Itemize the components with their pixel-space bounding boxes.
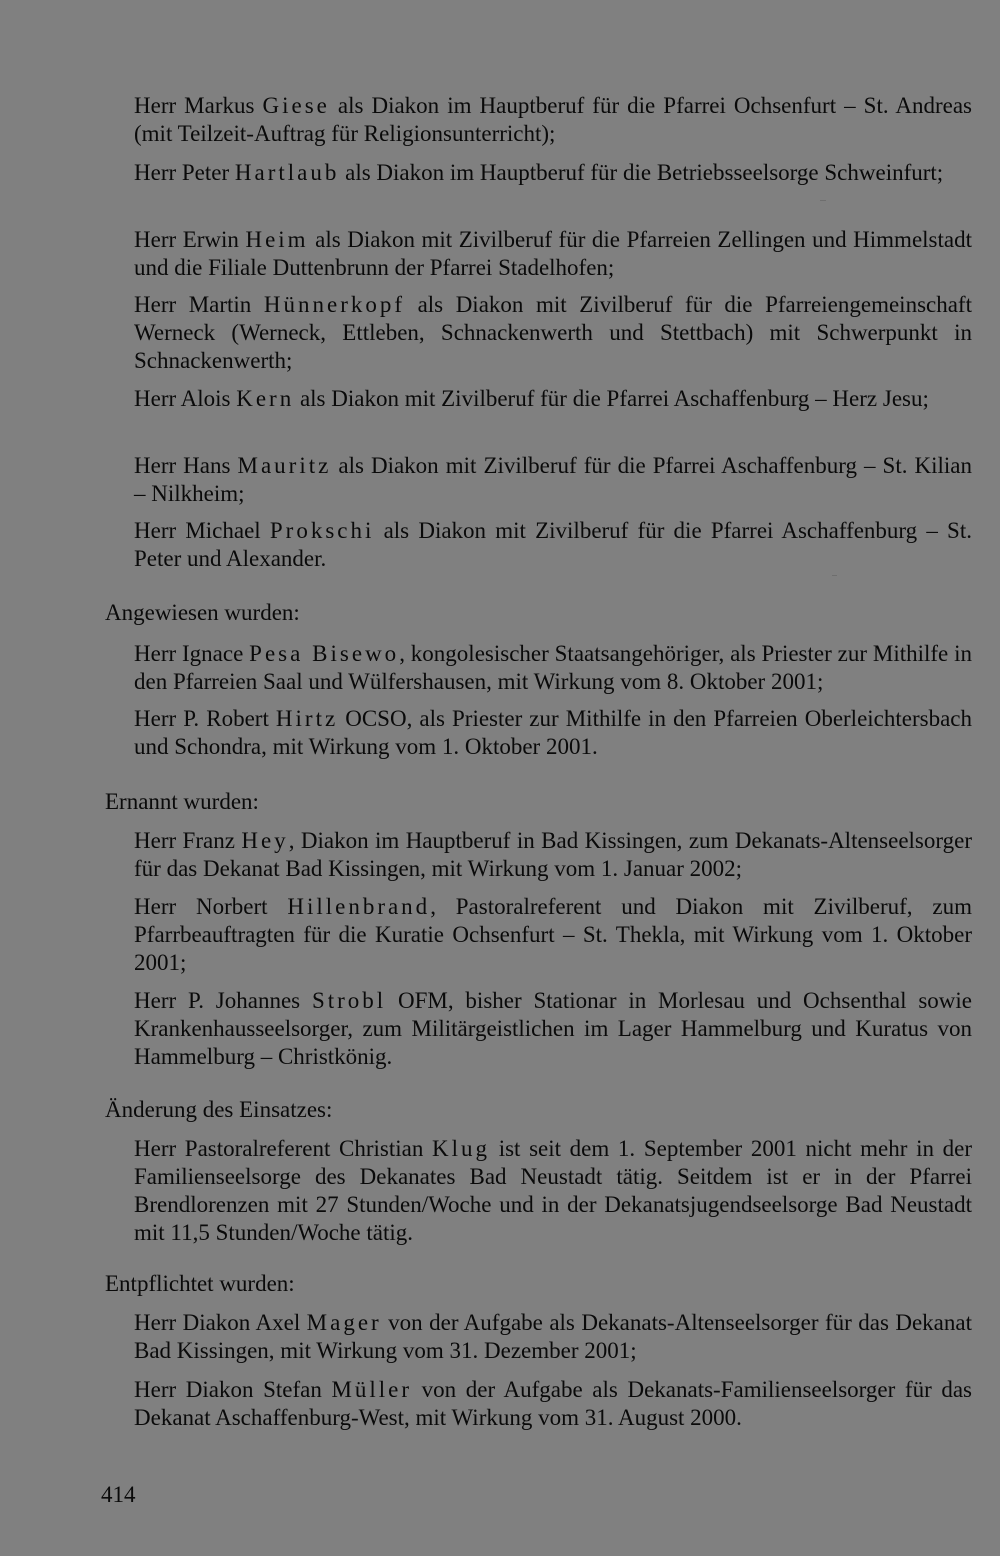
entry-heim	[134, 226, 972, 282]
entry-giese	[134, 92, 972, 148]
entry-mueller	[134, 1376, 972, 1432]
entry-prefix: Herr Hans	[134, 453, 238, 478]
entry-name: Hillenbrand	[287, 894, 431, 919]
entry-prefix: Herr Peter	[134, 160, 235, 185]
entry-hirtz	[134, 705, 972, 761]
entry-name: Pesa Bisewo	[249, 641, 400, 666]
entry-text: , Pastoralreferent und Diakon mit Zivilberuf, zum Pfarrbeauftragten für die Kuratie Ochsenfurt – St. Thekla, mit Wirkung vom 1. Oktober 2001;	[134, 894, 972, 975]
section-heading-angewiesen: Angewiesen wurden:	[105, 600, 300, 625]
entry-prefix: Herr Alois	[134, 386, 237, 411]
entry-prefix: Herr P. Johannes	[134, 988, 312, 1013]
entry-name: Mager	[306, 1310, 382, 1335]
entry-huennerkopf	[134, 291, 972, 375]
entry-prefix: Herr Michael	[134, 518, 270, 543]
entry-name: Hünnerkopf	[263, 292, 406, 317]
entry-name: Strobl	[311, 988, 387, 1013]
entry-text: ist seit dem 1. September 2001 nicht mehr in der Familienseelsorge des Dekanates Bad Neustadt tätig. Seitdem ist er in der Pfarrei Brendlorenzen mit 27 Stunden/Woche und in der Dekanatsjugendseelsorge Bad Neustadt mit 11,5 Stunden/Woche tätig.	[134, 1136, 972, 1245]
entry-klug	[134, 1135, 972, 1247]
entry-pesa-bisewo	[134, 640, 972, 696]
entry-name: Kern	[236, 386, 295, 411]
entry-prefix: Herr Markus	[134, 93, 263, 118]
entry-text: als Diakon im Hauptberuf für die Pfarrei Ochsenfurt – St. Andreas (mit Teilzeit-Auftrag für Religionsunterricht);	[134, 93, 972, 146]
entry-prefix: Herr Martin	[134, 292, 264, 317]
section-heading-entpflichtet: Entpflichtet wurden:	[105, 1271, 295, 1296]
entry-prefix: Herr Diakon Stefan	[134, 1377, 332, 1402]
entry-name: Prokschi	[269, 518, 375, 543]
entry-name: Müller	[331, 1377, 413, 1402]
entry-text: als Diakon im Hauptberuf für die Betriebsseelsorge Schweinfurt;	[339, 160, 944, 185]
entry-mager	[134, 1309, 972, 1365]
entry-prefix: Herr Erwin	[134, 227, 246, 252]
entry-text: , Diakon im Hauptberuf in Bad Kissingen, zum Dekanats-Altenseelsorger für das Dekanat Bad Kissingen, mit Wirkung vom 1. Januar 2002;	[134, 828, 972, 881]
entry-text: , kongolesischer Staatsangehöriger, als Priester zur Mithilfe in den Pfarreien Saal und Wülfershausen, mit Wirkung vom 8. Oktober 2001;	[134, 641, 972, 694]
entry-name: Hey	[241, 828, 289, 853]
entry-hartlaub	[134, 159, 972, 187]
entry-prefix: Herr Ignace	[134, 641, 250, 666]
entry-name: Heim	[245, 227, 309, 252]
entry-text: als Diakon mit Zivilberuf für die Pfarrei Aschaffenburg – St. Kilian – Nilkheim;	[134, 453, 973, 506]
entry-prefix: Herr Norbert	[134, 894, 288, 919]
entry-name: Klug	[432, 1136, 491, 1161]
entry-prefix: Herr P. Robert	[134, 706, 276, 731]
entry-text: von der Aufgabe als Dekanats-Familienseelsorger für das Dekanat Aschaffenburg-West, mit Wirkung vom 31. August 2000.	[134, 1377, 972, 1430]
entry-mauritz	[134, 452, 972, 508]
entry-text: OFM, bisher Stationar in Morlesau und Ochsenthal sowie Krankenhausseelsorger, zum Militärgeistlichen im Lager Hammelburg und Kuratus von Hammelburg – Christkönig.	[134, 988, 973, 1069]
entry-text: als Diakon mit Zivilberuf für die Pfarreiengemeinschaft Werneck (Werneck, Ettleben, Schnackenwerth und Stettbach) mit Schwerpunkt in Schnackenwerth;	[134, 292, 972, 373]
entry-name: Mauritz	[237, 453, 332, 478]
entry-hillenbrand	[134, 893, 972, 977]
section-heading-ernannt: Ernannt wurden:	[105, 789, 259, 814]
entry-prefix: Herr Franz	[134, 828, 242, 853]
entry-text: OCSO, als Priester zur Mithilfe in den Pfarreien Oberleichtersbach und Schondra, mit Wirkung vom 1. Oktober 2001.	[134, 706, 973, 759]
entry-text: als Diakon mit Zivilberuf für die Pfarreien Zellingen und Himmelstadt und die Filiale Duttenbrunn der Pfarrei Stadelhofen;	[134, 227, 972, 280]
entry-prefix: Herr Pastoralreferent Christian	[134, 1136, 433, 1161]
section-heading-aenderung: Änderung des Einsatzes:	[105, 1097, 333, 1122]
entry-prefix: Herr Diakon Axel	[134, 1310, 307, 1335]
scan-speck	[832, 575, 837, 576]
entry-strobl	[134, 987, 972, 1071]
entry-text: als Diakon mit Zivilberuf für die Pfarrei Aschaffenburg – St. Peter und Alexander.	[134, 518, 972, 571]
page-number: 414	[101, 1482, 136, 1507]
entry-prokschi	[134, 517, 972, 573]
entry-kern	[134, 385, 972, 413]
entry-name: Giese	[262, 93, 330, 118]
entry-name: Hartlaub	[234, 160, 340, 185]
entry-text: von der Aufgabe als Dekanats-Altenseelsorger für das Dekanat Bad Kissingen, mit Wirkung vom 31. Dezember 2001;	[134, 1310, 972, 1363]
entry-text: als Diakon mit Zivilberuf für die Pfarrei Aschaffenburg – Herz Jesu;	[294, 386, 929, 411]
entry-name: Hirtz	[275, 706, 339, 731]
entry-hey	[134, 827, 972, 883]
scan-speck	[820, 200, 826, 201]
